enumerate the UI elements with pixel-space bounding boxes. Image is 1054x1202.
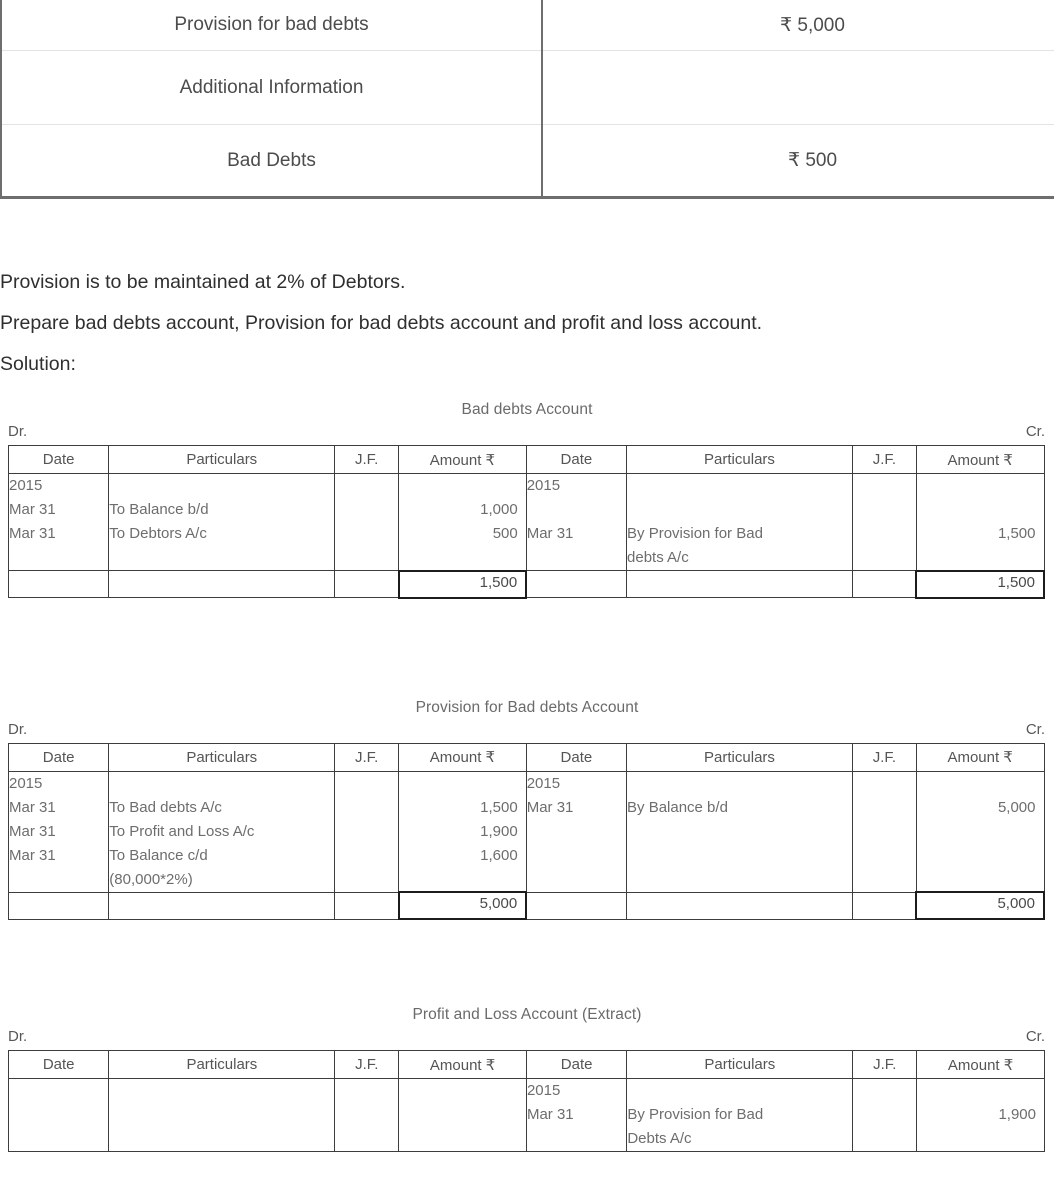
entry-jf-credit bbox=[853, 1079, 917, 1152]
table-row bbox=[9, 1079, 1045, 1152]
ledger-title: Profit and Loss Account (Extract) bbox=[412, 1006, 642, 1023]
table-header-row bbox=[9, 1051, 1045, 1079]
header-jf-credit: J.F. bbox=[852, 743, 916, 771]
date-line: 2015 bbox=[9, 477, 43, 494]
info-label-cell: Additional Information bbox=[1, 51, 542, 125]
particular-line bbox=[627, 498, 852, 522]
header-date-debit: Date bbox=[9, 743, 109, 771]
info-value-cell: ₹ 500 bbox=[542, 125, 1054, 198]
amount-line: 1,900 bbox=[480, 822, 518, 840]
table-row bbox=[9, 474, 1045, 571]
ledger-provision-for-bad-debts-account bbox=[0, 699, 1054, 921]
entry-particulars-debit bbox=[109, 771, 335, 892]
date-line: 2015 bbox=[526, 477, 561, 494]
total-date-debit bbox=[9, 571, 109, 598]
total-amount-credit: 5,000 bbox=[916, 892, 1044, 919]
spacer bbox=[0, 920, 1054, 1006]
statement-line-prepare: Prepare bad debts account, Provision for bad debts account and profit and loss account. bbox=[0, 312, 763, 334]
amount-line: 1,900 bbox=[998, 1106, 1036, 1123]
total-jf-credit bbox=[852, 571, 916, 598]
particular-line bbox=[627, 1079, 852, 1103]
particular-line: To Bad debts A/c bbox=[109, 798, 222, 816]
spacer bbox=[0, 599, 1054, 699]
total-particulars-debit bbox=[109, 892, 335, 919]
particular-line: (80,000*2%) bbox=[109, 870, 193, 888]
entry-jf-credit bbox=[852, 771, 916, 892]
header-jf-debit: J.F. bbox=[335, 1051, 399, 1079]
ledger-table bbox=[8, 1050, 1045, 1152]
header-particulars-credit: Particulars bbox=[627, 1051, 853, 1079]
amount-line: 1,500 bbox=[997, 525, 1036, 542]
date-line: Mar 31 bbox=[526, 798, 574, 816]
particular-line: debts A/c bbox=[627, 549, 689, 566]
ledger-title: Provision for Bad debts Account bbox=[415, 698, 639, 716]
amount-line bbox=[399, 474, 518, 498]
header-particulars-credit: Particulars bbox=[627, 743, 853, 771]
dr-cr-labels bbox=[0, 1028, 1054, 1050]
table-total-row bbox=[9, 571, 1045, 598]
particular-line: Debts A/c bbox=[627, 1130, 692, 1147]
particular-line bbox=[109, 772, 334, 796]
info-value-cell bbox=[542, 51, 1054, 125]
ledger-profit-and-loss-account-extract bbox=[0, 1006, 1054, 1152]
header-particulars-debit: Particulars bbox=[109, 743, 335, 771]
entry-dates-debit bbox=[9, 771, 109, 892]
total-jf-credit bbox=[852, 892, 916, 919]
header-amount-credit: Amount ₹ bbox=[917, 1051, 1045, 1079]
header-date-credit: Date bbox=[526, 743, 626, 771]
entry-particulars-credit bbox=[627, 474, 853, 571]
header-jf-debit: J.F. bbox=[335, 743, 399, 771]
date-line: Mar 31 bbox=[9, 798, 56, 816]
particular-line: To Debtors A/c bbox=[109, 525, 207, 542]
particular-line: To Balance b/d bbox=[109, 501, 209, 518]
header-date-credit: Date bbox=[526, 446, 626, 474]
table-total-row bbox=[9, 892, 1045, 919]
info-value-cell: ₹ 5,000 bbox=[542, 0, 1054, 51]
entry-dates-credit bbox=[526, 1079, 626, 1152]
debit-label: Dr. bbox=[8, 720, 28, 738]
credit-label: Cr. bbox=[1025, 1028, 1045, 1045]
date-line bbox=[527, 498, 626, 522]
date-line: 2015 bbox=[526, 774, 561, 792]
date-line: Mar 31 bbox=[9, 822, 56, 840]
debit-label: Dr. bbox=[8, 1028, 28, 1045]
particular-line: By Provision for Bad bbox=[627, 1106, 764, 1123]
date-line: Mar 31 bbox=[526, 525, 574, 542]
header-date-debit: Date bbox=[9, 446, 109, 474]
amount-line: 500 bbox=[492, 525, 518, 542]
header-amount-credit: Amount ₹ bbox=[916, 743, 1044, 771]
particular-line bbox=[627, 772, 852, 796]
info-label-cell: Bad Debts bbox=[1, 125, 542, 198]
total-date-credit bbox=[526, 892, 626, 919]
entry-amounts-credit bbox=[917, 1079, 1045, 1152]
table-header-row bbox=[9, 743, 1045, 771]
date-line: 2015 bbox=[526, 1082, 561, 1099]
header-amount-credit: Amount ₹ bbox=[916, 446, 1044, 474]
particular-line: By Provision for Bad bbox=[627, 525, 763, 542]
entry-particulars-debit bbox=[109, 474, 335, 571]
amount-line bbox=[917, 498, 1036, 522]
entry-particulars-credit bbox=[627, 771, 853, 892]
header-particulars-debit: Particulars bbox=[109, 1051, 335, 1079]
debit-label: Dr. bbox=[8, 423, 28, 440]
table-row bbox=[1, 51, 1054, 125]
entry-amounts-credit bbox=[916, 474, 1044, 571]
header-date-credit: Date bbox=[526, 1051, 626, 1079]
ledger-table bbox=[8, 743, 1045, 921]
entry-dates-credit bbox=[526, 771, 626, 892]
header-amount-debit: Amount ₹ bbox=[399, 743, 527, 771]
total-jf-debit bbox=[335, 892, 399, 919]
statement-line-solution: Solution: bbox=[0, 353, 76, 375]
credit-label: Cr. bbox=[1025, 720, 1045, 738]
ledger-bad-debts-account bbox=[0, 401, 1054, 599]
table-header-row bbox=[9, 446, 1045, 474]
total-particulars-debit bbox=[109, 571, 335, 598]
amount-line: 5,000 bbox=[997, 798, 1036, 816]
entry-jf-debit bbox=[335, 771, 399, 892]
amount-line bbox=[917, 1079, 1036, 1103]
entry-dates-credit bbox=[526, 474, 626, 571]
date-line: Mar 31 bbox=[526, 1106, 574, 1123]
total-particulars-credit bbox=[627, 892, 853, 919]
ledger-title: Bad debts Account bbox=[461, 401, 593, 418]
particular-line: To Balance c/d bbox=[109, 846, 208, 864]
total-jf-debit bbox=[335, 571, 399, 598]
header-particulars-debit: Particulars bbox=[109, 446, 335, 474]
table-row bbox=[9, 771, 1045, 892]
header-jf-debit: J.F. bbox=[335, 446, 399, 474]
particular-line bbox=[109, 474, 334, 498]
entry-amounts-debit bbox=[399, 474, 527, 571]
credit-label: Cr. bbox=[1025, 423, 1045, 440]
total-amount-debit: 5,000 bbox=[399, 892, 527, 919]
header-jf-credit: J.F. bbox=[853, 1051, 917, 1079]
amount-line: 1,600 bbox=[480, 846, 518, 864]
particular-line: By Balance b/d bbox=[627, 798, 728, 816]
entry-jf-debit bbox=[335, 1079, 399, 1152]
particular-line bbox=[627, 474, 852, 498]
particular-line: To Profit and Loss A/c bbox=[109, 822, 255, 840]
header-amount-debit: Amount ₹ bbox=[399, 446, 527, 474]
ledger-table bbox=[8, 445, 1045, 599]
entry-amounts-credit bbox=[916, 771, 1044, 892]
spacer bbox=[0, 199, 1054, 262]
date-line: Mar 31 bbox=[9, 525, 56, 542]
entry-particulars-debit bbox=[109, 1079, 335, 1152]
header-amount-debit: Amount ₹ bbox=[399, 1051, 527, 1079]
entry-dates-debit bbox=[9, 1079, 109, 1152]
header-date-debit: Date bbox=[9, 1051, 109, 1079]
total-amount-debit: 1,500 bbox=[399, 571, 527, 598]
amount-line bbox=[917, 772, 1036, 796]
date-line: 2015 bbox=[9, 774, 43, 792]
amount-line: 1,500 bbox=[480, 798, 518, 816]
total-date-debit bbox=[9, 892, 109, 919]
total-date-credit bbox=[526, 571, 626, 598]
amount-line bbox=[917, 474, 1036, 498]
spacer bbox=[0, 385, 1054, 401]
header-jf-credit: J.F. bbox=[852, 446, 916, 474]
entry-particulars-credit bbox=[627, 1079, 853, 1152]
total-particulars-credit bbox=[627, 571, 853, 598]
date-line: Mar 31 bbox=[9, 846, 56, 864]
dr-cr-labels bbox=[0, 721, 1054, 743]
table-row bbox=[1, 0, 1054, 51]
problem-statement bbox=[0, 262, 1054, 385]
entry-amounts-debit bbox=[399, 1079, 527, 1152]
info-label-cell: Provision for bad debts bbox=[1, 0, 542, 51]
date-line: Mar 31 bbox=[9, 501, 56, 518]
statement-line-provision: Provision is to be maintained at 2% of Debtors. bbox=[0, 271, 406, 293]
entry-dates-debit bbox=[9, 474, 109, 571]
amount-line: 1,000 bbox=[480, 501, 518, 518]
amount-line bbox=[399, 772, 518, 796]
dr-cr-labels bbox=[0, 423, 1054, 445]
total-amount-credit: 1,500 bbox=[916, 571, 1044, 598]
summary-info-table bbox=[0, 0, 1054, 199]
table-row bbox=[1, 125, 1054, 198]
entry-jf-credit bbox=[852, 474, 916, 571]
entry-jf-debit bbox=[335, 474, 399, 571]
entry-amounts-debit bbox=[399, 771, 527, 892]
header-particulars-credit: Particulars bbox=[627, 446, 853, 474]
